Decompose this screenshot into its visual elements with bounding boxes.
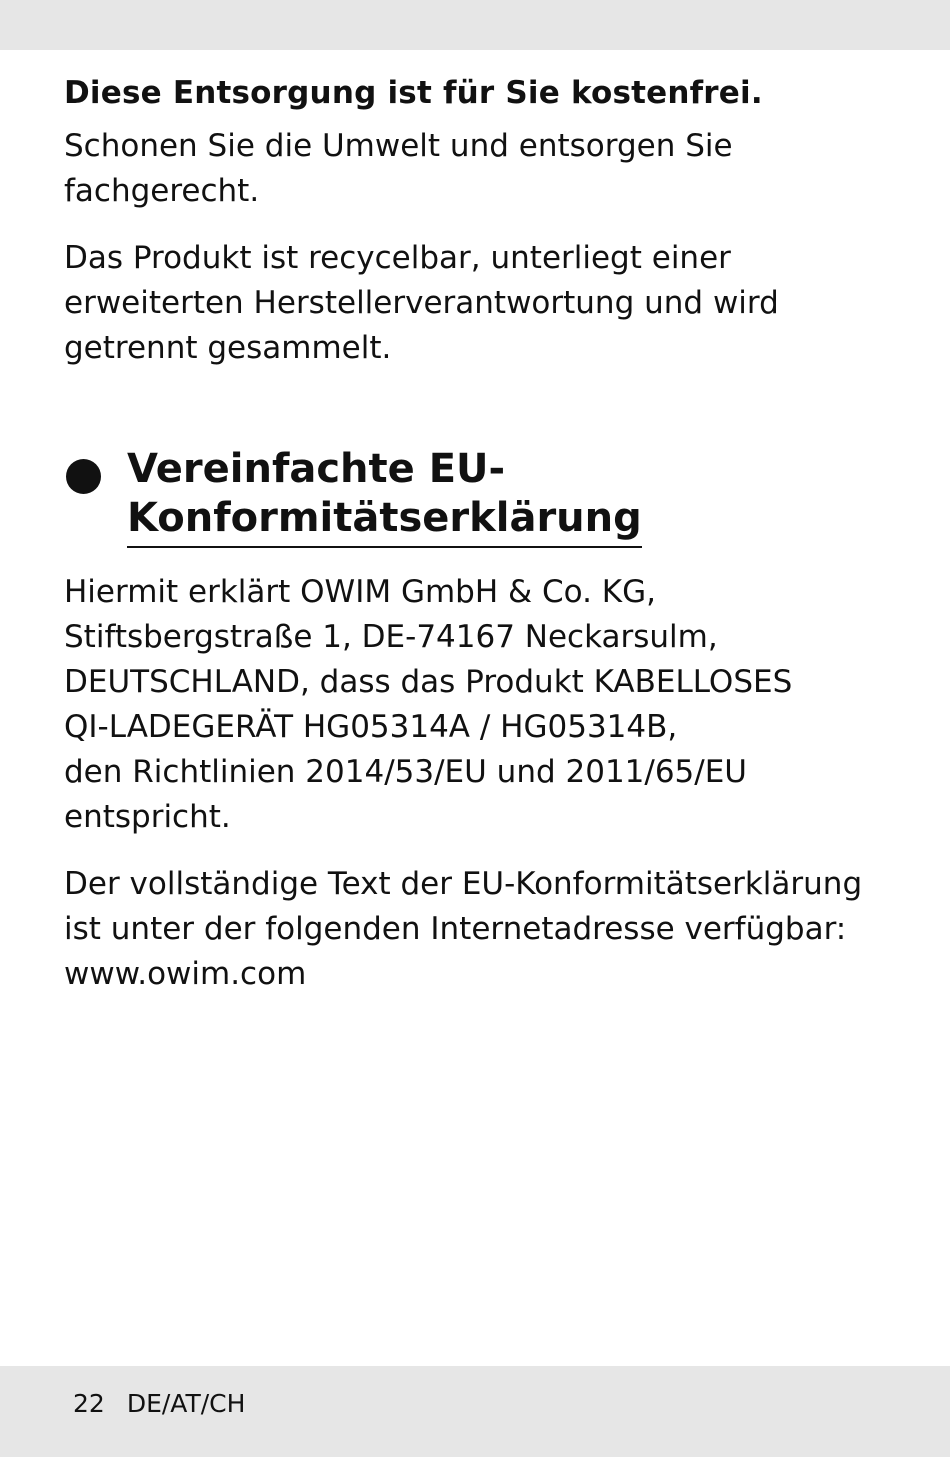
eu-conformity-section <box>64 445 894 548</box>
text-line: DEUTSCHLAND, dass das Produkt KABELLOSES <box>64 664 793 700</box>
section-title <box>127 445 894 548</box>
fulltext-paragraph <box>64 862 894 997</box>
bullet-icon <box>66 459 101 494</box>
disposal-free-note: Diese Entsorgung ist für Sie kostenfrei. <box>64 75 763 111</box>
website-url: www.owim.com <box>64 956 307 992</box>
region-label: DE/AT/CH <box>126 1389 246 1418</box>
text-line: entspricht. <box>64 799 231 835</box>
environment-paragraph <box>64 124 894 214</box>
text-line: Hiermit erklärt OWIM GmbH & Co. KG, <box>64 574 657 610</box>
section-title-line2: Konformitätserklärung <box>127 494 642 548</box>
page-number: 22 <box>73 1389 105 1418</box>
text-line: getrennt gesammelt. <box>64 330 392 366</box>
text-line: Der vollständige Text der EU-Konformitätserklärung <box>64 866 863 902</box>
page-content <box>64 68 894 1019</box>
text-line: Stiftsbergstraße 1, DE-74167 Neckarsulm, <box>64 619 718 655</box>
text-line: den Richtlinien 2014/53/EU und 2011/65/EU <box>64 754 747 790</box>
text-line: fachgerecht. <box>64 173 260 209</box>
recycle-paragraph <box>64 236 894 371</box>
text-line: ist unter der folgenden Internetadresse verfügbar: <box>64 911 847 947</box>
section-title-line1: Vereinfachte EU- <box>127 446 506 492</box>
text-line: erweiterten Herstellerverantwortung und wird <box>64 285 779 321</box>
declaration-paragraph <box>64 570 894 840</box>
text-line: Schonen Sie die Umwelt und entsorgen Sie <box>64 128 733 164</box>
page-footer <box>73 1386 245 1422</box>
text-line: Das Produkt ist recycelbar, unterliegt einer <box>64 240 731 276</box>
top-margin-band <box>0 0 950 50</box>
text-line: QI-LADEGERÄT HG05314A / HG05314B, <box>64 709 678 745</box>
